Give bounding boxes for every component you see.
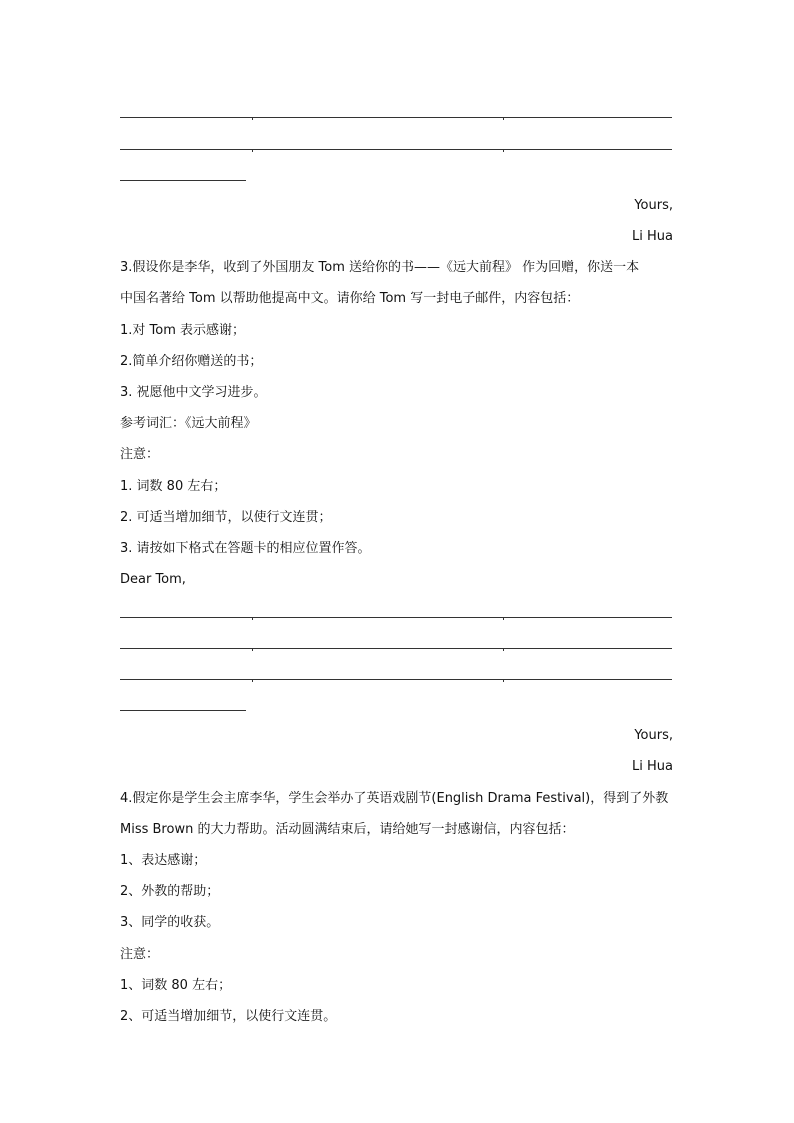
- line-tick: [503, 117, 504, 120]
- closing-name: Li Hua: [632, 759, 673, 774]
- line-tick: [252, 679, 253, 682]
- line-tick: [252, 617, 253, 620]
- answer-line-short: [120, 180, 246, 181]
- q4-point-1: 1、表达感谢；: [120, 853, 207, 868]
- line-tick: [252, 149, 253, 152]
- q4-point-3: 3、同学的收获。: [120, 915, 220, 930]
- q3-notice-2: 2. 可适当增加细节，以使行文连贯；: [120, 510, 332, 525]
- q3-notice-title: 注意：: [120, 447, 160, 462]
- line-tick: [503, 679, 504, 682]
- q4-notice-2: 2、可适当增加细节，以使行文连贯。: [120, 1009, 337, 1024]
- line-tick: [252, 648, 253, 651]
- closing-yours: Yours,: [634, 198, 673, 213]
- line-tick: [503, 617, 504, 620]
- q4-notice-1: 1、词数 80 左右；: [120, 978, 232, 993]
- q3-notice-3: 3. 请按如下格式在答题卡的相应位置作答。: [120, 541, 371, 556]
- q4-prompt-line2: Miss Brown 的大力帮助。活动圆满结束后，请给她写一封感谢信，内容包括：: [120, 822, 575, 837]
- answer-line: [120, 117, 672, 118]
- answer-line: [120, 149, 672, 150]
- q3-point-2: 2.简单介绍你赠送的书；: [120, 354, 263, 369]
- q3-prompt-line2: 中国名著给 Tom 以帮助他提高中文。请你给 Tom 写一封电子邮件，内容包括：: [120, 291, 580, 306]
- line-tick: [503, 648, 504, 651]
- q3-salutation: Dear Tom,: [120, 572, 186, 587]
- line-tick: [503, 149, 504, 152]
- answer-line: [120, 617, 672, 618]
- answer-line: [120, 679, 672, 680]
- answer-line-short: [120, 710, 246, 711]
- closing-yours: Yours,: [634, 728, 673, 743]
- q3-point-3: 3. 祝愿他中文学习进步。: [120, 385, 267, 400]
- line-tick: [252, 117, 253, 120]
- closing-name: Li Hua: [632, 229, 673, 244]
- q3-point-1: 1.对 Tom 表示感谢；: [120, 323, 246, 338]
- q3-notice-1: 1. 词数 80 左右；: [120, 479, 227, 494]
- q3-vocab: 参考词汇：《远大前程》: [120, 416, 257, 431]
- q3-prompt-line1: 3.假设你是李华，收到了外国朋友 Tom 送给你的书——《远大前程》 作为回赠，你送一本: [120, 260, 640, 275]
- answer-line: [120, 648, 672, 649]
- q4-prompt-line1: 4.假定你是学生会主席李华，学生会举办了英语戏剧节(English Drama Festival)，得到了外教: [120, 791, 669, 806]
- q4-point-2: 2、外教的帮助；: [120, 884, 220, 899]
- q4-notice-title: 注意：: [120, 947, 160, 962]
